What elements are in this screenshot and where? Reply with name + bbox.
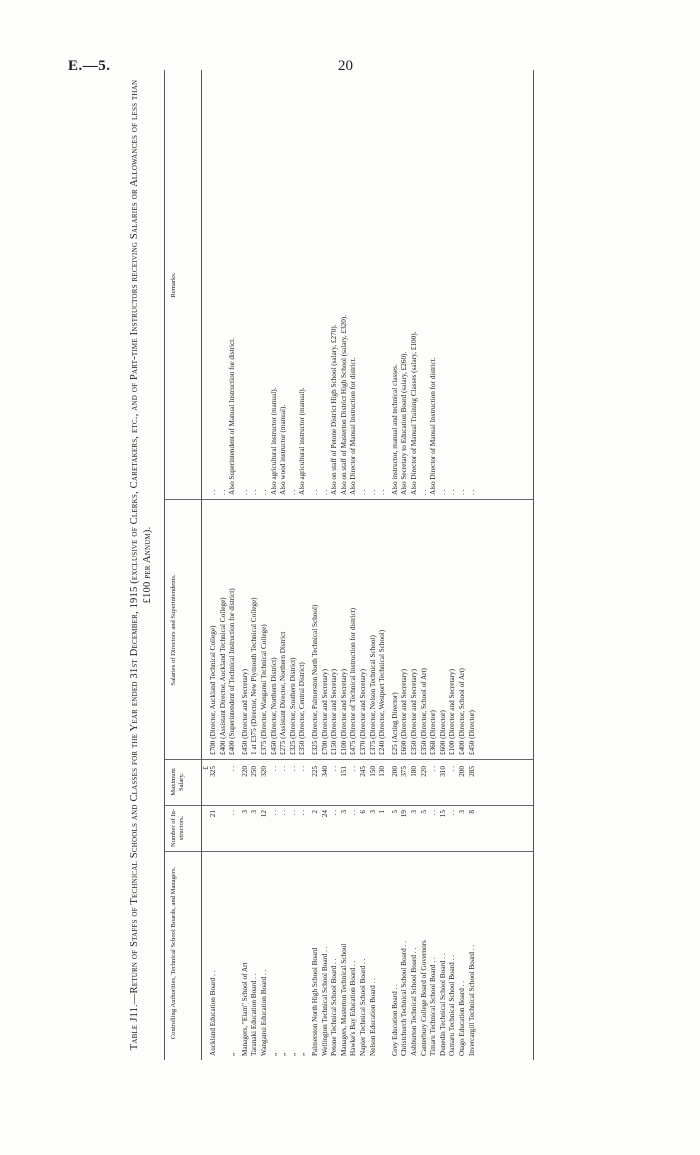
cell-remark: Also Superintendent of Manual Instruction for district. xyxy=(228,337,237,495)
cell-authority: Timaru Technical School Board . . xyxy=(429,957,438,1056)
table-row xyxy=(448,70,458,1060)
table-row xyxy=(458,70,468,1060)
table-row xyxy=(270,70,280,1060)
cell-max-salary: 325 xyxy=(209,766,217,777)
cell-director-salary: £370 (Director and Secretary) xyxy=(359,668,367,755)
cell-authority: Taranaki Education Board . . xyxy=(250,973,259,1056)
cell-authority: Grey Education Board . . xyxy=(390,984,399,1056)
cell-max-salary: . . xyxy=(330,766,339,772)
cell-instructors: . . xyxy=(298,810,307,816)
cell-remark: . . xyxy=(378,489,387,495)
table-row xyxy=(359,70,369,1060)
cell-remark: . . xyxy=(288,489,297,495)
cell-remark: Also Director of Manual Training Classes (salary, £100). xyxy=(410,331,418,495)
cell-director-salary: £400 (Assistant Director, Auckland Technical College) xyxy=(218,597,227,755)
cell-max-salary: . . xyxy=(448,766,457,772)
table-caption: Table J11.—Return of Staffs of Technical Schools and Classes for the Year ended 31st December, 1915 (exclusive of Clerks, Caretakers, etc., and of Part-time Instructors receiving Salaries or Allowances of less than £100 per Annum). xyxy=(129,79,153,1051)
page-reference: E.—5. xyxy=(68,58,111,74)
cell-director-salary: £400 (Superintendent of Technical Instruction for district) xyxy=(228,588,237,755)
cell-director-salary: £450 (Director, Northern District) xyxy=(269,657,278,755)
cell-max-salary: 150 xyxy=(368,766,377,777)
cell-director-salary: £375 (Director, Wanganui Technical College) xyxy=(260,624,268,755)
cell-remark: . . xyxy=(260,489,268,495)
cell-instructors: 19 xyxy=(400,810,409,818)
cell-director-salary: £100 (Director and Secretary) xyxy=(339,668,348,755)
cell-max-salary: 151 xyxy=(339,766,348,777)
cell-instructors: 3 xyxy=(458,810,466,814)
cell-director-salary: £350 (Director, Central District) xyxy=(298,662,307,755)
cell-remark: . . xyxy=(368,489,377,495)
cell-remark: . . xyxy=(467,489,476,495)
cell-instructors: 5 xyxy=(390,810,399,814)
table-row xyxy=(279,70,289,1060)
cell-remark: . . xyxy=(419,489,428,495)
cell-remark: . . xyxy=(448,489,457,495)
cell-max-salary: 220 xyxy=(419,766,428,777)
cell-instructors: . . xyxy=(349,810,358,816)
cell-remark: . . xyxy=(458,489,466,495)
cell-authority: „ xyxy=(279,1052,288,1056)
table-row xyxy=(391,70,401,1060)
cell-authority: Petone Technical School Board . . xyxy=(330,958,339,1056)
cell-authority: „ xyxy=(228,1052,237,1056)
table-row xyxy=(311,70,321,1060)
cell-authority: Nelson Education Board . . xyxy=(368,978,377,1056)
cell-remark: Also Director of Manual Instruction for district. xyxy=(429,357,438,495)
header-max-salary: Maximum Salary. xyxy=(170,768,185,796)
cell-director-salary: £450 (Director and Secretary) xyxy=(240,668,249,755)
cell-authority: Christchurch Technical School Board . . xyxy=(400,941,409,1056)
cell-instructors: 5 xyxy=(419,810,428,814)
cell-max-salary: 200 xyxy=(458,766,466,777)
table-row xyxy=(420,70,430,1060)
table-row xyxy=(369,70,379,1060)
cell-max-salary: 310 xyxy=(438,766,447,777)
cell-instructors: . . xyxy=(288,810,297,816)
cell-max-salary: . . xyxy=(288,766,297,772)
cell-remark: . . xyxy=(240,489,249,495)
cell-authority: „ xyxy=(298,1052,307,1056)
cell-remark: Also agricultural instructor (manual). xyxy=(298,387,307,495)
cell-director-salary: £325 (Director, Southern District) xyxy=(288,657,297,755)
cell-authority: Ashburton Technical School Board . . xyxy=(410,947,418,1056)
cell-instructors: . . xyxy=(330,810,339,816)
cell-authority: „ xyxy=(288,1052,297,1056)
cell-director-salary: £100 (Director and Secretary) xyxy=(448,668,457,755)
cell-director-salary: £325 (Director, Palmerston North Technical School) xyxy=(311,604,319,755)
header-remarks: Remarks. xyxy=(170,272,177,298)
table-row xyxy=(400,70,410,1060)
cell-authority: Palmerston North High School Board xyxy=(311,947,319,1056)
table-row xyxy=(250,70,260,1060)
cell-instructors: . . xyxy=(429,810,438,816)
cell-director-salary: £700 (Director and Secretary) xyxy=(320,668,329,755)
cell-remark: . . xyxy=(218,489,227,495)
cell-authority: Oamaru Technical School Board . . xyxy=(448,955,457,1056)
page-number: 20 xyxy=(338,58,353,74)
cell-max-salary: 375 xyxy=(400,766,409,777)
cell-max-salary: . . xyxy=(279,766,288,772)
cell-remark: . . xyxy=(250,489,259,495)
cell-remark: Also Secretary to Education Board (salary, £260). xyxy=(400,351,409,495)
cell-remark: Also on staff of Masterton District High School (salary, £320). xyxy=(339,314,348,495)
cell-instructors: 24 xyxy=(320,810,329,818)
cell-authority: Wellington Technical School Board . . xyxy=(320,946,329,1056)
cell-director-salary: £700 (Director, Auckland Technical College) xyxy=(209,625,217,755)
cell-max-salary: . . xyxy=(298,766,307,772)
cell-director-salary: £275 (Assistant Director, Northern District xyxy=(279,631,288,755)
table-header xyxy=(165,70,202,1060)
cell-instructors: . . xyxy=(228,810,237,816)
cell-director-salary: 1 at £375 (Director, New Plymouth Technical College) xyxy=(250,597,259,755)
cell-director-salary: £350 (Director and Secretary) xyxy=(410,668,418,755)
table-row xyxy=(468,70,478,1060)
cell-max-salary: 200 xyxy=(390,766,399,777)
cell-authority: Invercargill Technical School Board . . xyxy=(467,944,476,1056)
table-row xyxy=(289,70,299,1060)
cell-director-salary: £150 (Director and Secretary) xyxy=(330,668,339,755)
cell-authority: Napier Technical School Board . . xyxy=(359,958,367,1056)
cell-director-salary: £350 (Director, School of Art) xyxy=(419,668,428,755)
cell-remark: . . xyxy=(359,489,367,495)
cell-remark: Also instructor, manual and technical classes. xyxy=(390,364,399,495)
cell-authority: Managers, Masterton Technical School xyxy=(339,943,348,1056)
cell-max-salary: . . xyxy=(269,766,278,772)
table-row xyxy=(378,70,388,1060)
cell-remark: Also agricultural instructor (manual). xyxy=(269,387,278,495)
cell-remark: . . xyxy=(438,489,447,495)
cell-remark: Also Director of Manual Instruction for district. xyxy=(349,357,358,495)
cell-director-salary: £475 (Director of Technical Instruction for district) xyxy=(349,607,358,755)
cell-instructors: 3 xyxy=(368,810,377,814)
table-row xyxy=(330,70,340,1060)
table-row xyxy=(219,70,229,1060)
header-directors: Salaries of Directors and Superintendents. xyxy=(170,574,177,686)
staff-returns-table xyxy=(164,70,534,1060)
cell-max-salary: 250 xyxy=(250,766,259,777)
cell-authority: Auckland Education Board . . xyxy=(209,970,217,1056)
cell-max-salary: 320 xyxy=(260,766,268,777)
cell-authority: Managers, "Elam" School of Art xyxy=(240,962,249,1056)
currency-symbol: £ xyxy=(202,766,210,770)
cell-max-salary: 285 xyxy=(467,766,476,777)
cell-max-salary: 180 xyxy=(410,766,418,777)
cell-authority: Dunedin Technical School Board . . xyxy=(438,953,447,1056)
cell-remark: Also on staff of Petone District High School (salary, £270). xyxy=(330,324,339,495)
cell-max-salary: . . xyxy=(349,766,358,772)
table-row xyxy=(321,70,331,1060)
cell-max-salary: 245 xyxy=(359,766,367,777)
cell-director-salary: £600 (Director and Secretary) xyxy=(400,668,409,755)
cell-director-salary: £600 (Director) xyxy=(438,710,447,755)
cell-instructors: 3 xyxy=(339,810,348,814)
cell-max-salary: 130 xyxy=(378,766,387,777)
cell-director-salary: £25 (Acting Director) xyxy=(390,692,399,755)
header-authorities: Controlling Authorities, Technical School Boards, and Managers. xyxy=(170,866,177,1040)
cell-instructors: 3 xyxy=(250,810,259,814)
cell-instructors: 2 xyxy=(311,810,319,814)
cell-director-salary: £368 (Director) xyxy=(429,710,438,755)
cell-max-salary: 340 xyxy=(320,766,329,777)
table-row xyxy=(429,70,439,1060)
cell-authority: Hawke's Bay Education Board . . xyxy=(349,960,358,1056)
table-row xyxy=(228,70,238,1060)
table-row xyxy=(439,70,449,1060)
table-row xyxy=(241,70,251,1060)
cell-remark: . . xyxy=(311,489,319,495)
cell-instructors: 15 xyxy=(438,810,447,818)
cell-instructors: 3 xyxy=(240,810,249,814)
cell-remark: . . xyxy=(320,489,329,495)
cell-instructors: 6 xyxy=(359,810,367,814)
rotated-table-sheet xyxy=(120,70,540,1060)
table-row xyxy=(410,70,420,1060)
cell-director-salary: £240 (Director, Westport Technical School) xyxy=(378,629,387,755)
cell-max-salary: 220 xyxy=(240,766,249,777)
cell-authority: Wanganui Education Board . . xyxy=(260,969,268,1056)
cell-director-salary: £400 (Director, School of Art) xyxy=(458,668,466,755)
cell-instructors: 1 xyxy=(378,810,387,814)
cell-instructors: 21 xyxy=(209,810,217,818)
cell-instructors: 3 xyxy=(410,810,418,814)
cell-authority: „ xyxy=(269,1052,278,1056)
cell-remark: Also wood instructor (manual). xyxy=(279,404,288,495)
header-instructors: Number of In-structors. xyxy=(170,808,185,848)
cell-max-salary: 225 xyxy=(311,766,319,777)
cell-director-salary: £450 (Director) xyxy=(467,710,476,755)
cell-max-salary: . . xyxy=(228,766,237,772)
table-row xyxy=(340,70,350,1060)
cell-max-salary: . . xyxy=(429,766,438,772)
table-row xyxy=(298,70,308,1060)
cell-instructors: 8 xyxy=(467,810,476,814)
cell-instructors: . . xyxy=(269,810,278,816)
table-row xyxy=(260,70,270,1060)
cell-instructors: . . xyxy=(279,810,288,816)
cell-authority: Canterbury College Board of Governors xyxy=(419,940,428,1056)
table-row xyxy=(349,70,359,1060)
cell-authority: Otago Education Board . . xyxy=(458,980,466,1056)
cell-instructors: . . xyxy=(448,810,457,816)
cell-instructors: 12 xyxy=(260,810,268,818)
cell-remark: . . xyxy=(209,489,217,495)
table-row xyxy=(209,70,219,1060)
cell-director-salary: £375 (Director, Nelson Technical School) xyxy=(368,635,377,755)
